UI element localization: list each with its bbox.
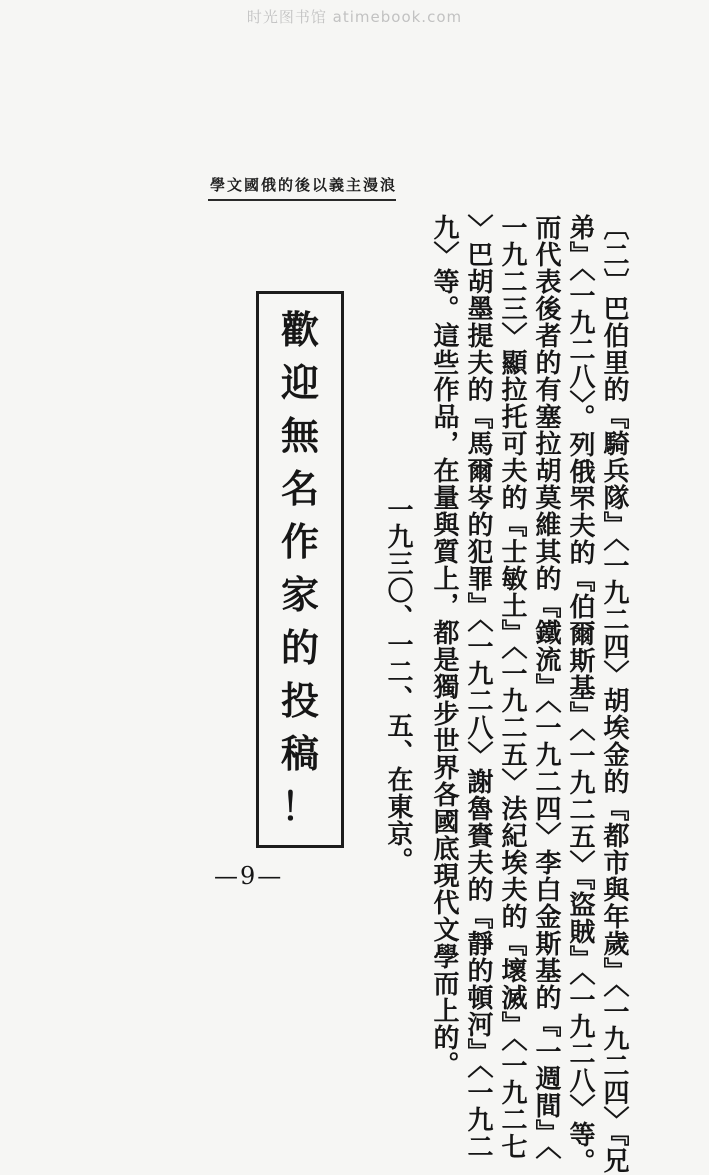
title-char: 作 xyxy=(280,520,319,564)
title-char: 名 xyxy=(280,467,319,511)
body-column-2: 弟』〈一九二八〉。列俄罘夫的『伯爾斯基』〈一九二五〉『盜賊』〈一九二八〉等。 xyxy=(565,214,595,1175)
title-char: 的 xyxy=(280,626,319,670)
body-column-3: 而代表後者的有塞拉胡莫維其的『鐵流』〈一九二四〉李白金斯基的『一週間』〈 xyxy=(531,214,561,1160)
body-column-5: 〉巴胡墨提夫的『馬爾岑的犯罪』〈一九二八〉謝魯賚夫的『靜的頓河』〈一九二 xyxy=(463,214,493,1160)
page-number: —9— xyxy=(214,862,284,890)
date-line: 一九三〇、一二、五、在東京。 xyxy=(383,496,413,874)
title-char: 無 xyxy=(280,414,319,458)
title-char: 歡 xyxy=(280,308,319,352)
header-rule xyxy=(208,199,396,201)
body-column-4: 一九二三〉顯拉托可夫的『士敏土』〈一九二五〉法紀埃夫的『壞滅』〈一九二七 xyxy=(497,214,527,1160)
title-char: 家 xyxy=(280,573,319,617)
body-column-6: 九〉等。這些作品，在量與質上，都是獨步世界各國底現代文學而上的。 xyxy=(429,214,459,1078)
call-for-submissions-box xyxy=(256,291,344,848)
boxed-title xyxy=(259,294,341,845)
title-char: 迎 xyxy=(280,361,319,405)
running-head: 學文國俄的後以義主漫浪 xyxy=(210,176,398,194)
title-char: 投 xyxy=(280,679,319,723)
title-char: ！ xyxy=(280,785,319,829)
watermark: 时光图书馆 atimebook.com xyxy=(246,8,463,26)
title-char: 稿 xyxy=(280,732,319,776)
body-column-1: 〔二〕巴伯里的『騎兵隊』〈一九二四〉胡埃金的『都市與年歲』〈一九二四〉『兄 xyxy=(599,214,629,1174)
